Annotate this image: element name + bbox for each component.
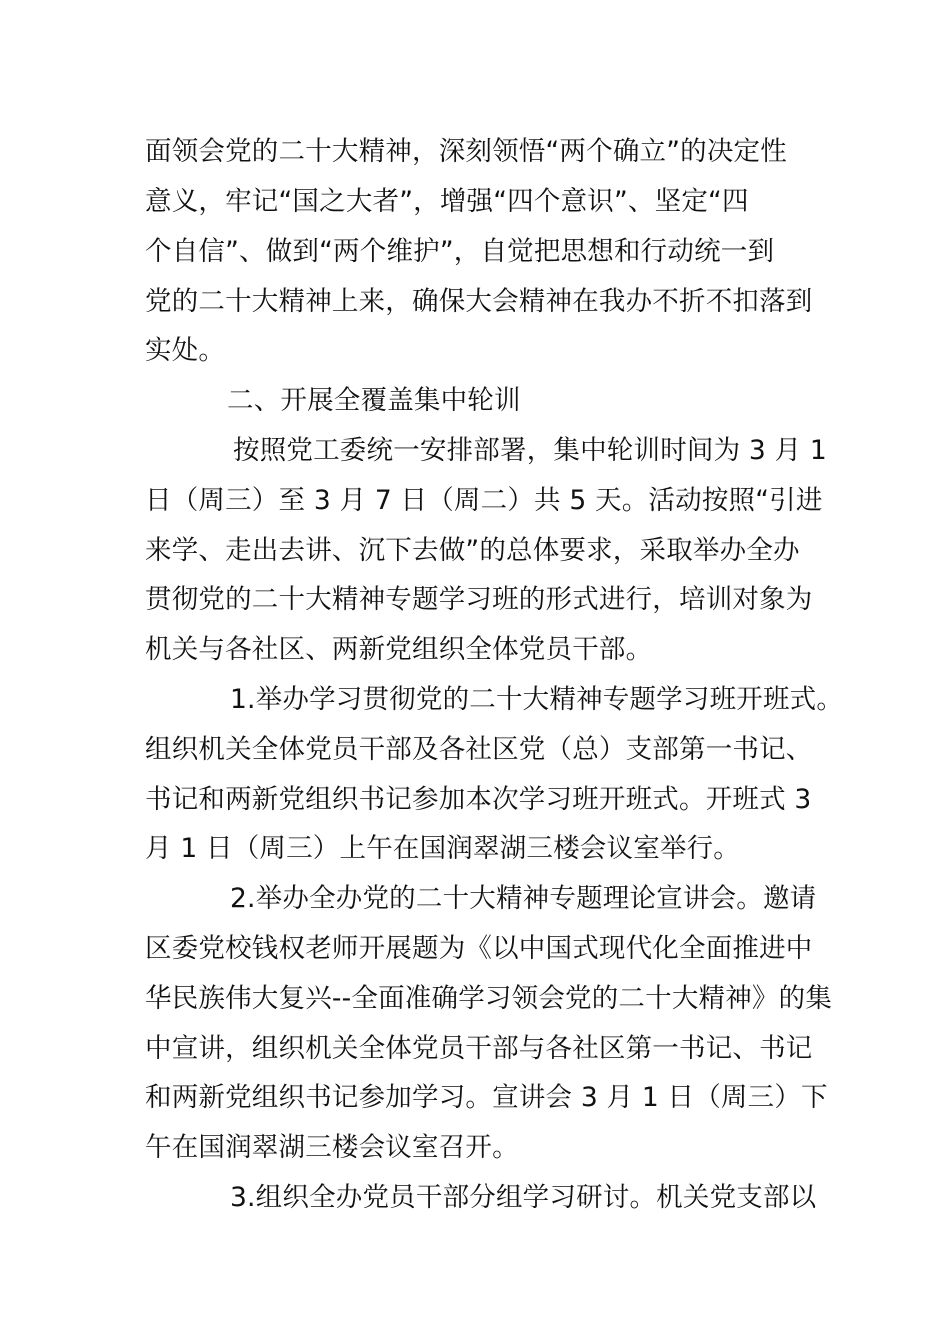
paragraph-line: 华民族伟大复兴--全面准确学习领会党的二十大精神》的集	[145, 983, 833, 1014]
paragraph-line: 区委党校钱权老师开展题为《以中国式现代化全面推进中	[145, 933, 813, 964]
paragraph-line: 个自信”、做到“两个维护”，自觉把思想和行动统一到	[145, 236, 775, 267]
paragraph-line: 组织机关全体党员干部及各社区党（总）支部第一书记、	[145, 734, 813, 765]
paragraph-line: 机关与各社区、两新党组织全体党员干部。	[145, 634, 653, 665]
paragraph-line: 月 1 日（周三）上午在国润翠湖三楼会议室举行。	[145, 833, 741, 864]
paragraph-line: 和两新党组织书记参加学习。宣讲会 3 月 1 日（周三）下	[145, 1082, 828, 1113]
paragraph-line: 书记和两新党组织书记参加本次学习班开班式。开班式 3	[145, 784, 812, 815]
list-item-heading: 2.举办全办党的二十大精神专题理论宣讲会。邀请	[230, 883, 817, 914]
paragraph-line: 日（周三）至 3 月 7 日（周二）共 5 天。活动按照“引进	[145, 485, 823, 516]
paragraph-line: 实处。	[145, 335, 226, 366]
paragraph-line: 午在国润翠湖三楼会议室召开。	[145, 1132, 519, 1163]
paragraph-line: 面领会党的二十大精神，深刻领悟“两个确立”的决定性	[145, 136, 787, 167]
paragraph-line: 中宣讲，组织机关全体党员干部与各社区第一书记、书记	[145, 1033, 813, 1064]
paragraph-line: 贯彻党的二十大精神专题学习班的形式进行，培训对象为	[145, 584, 813, 615]
paragraph-line: 按照党工委统一安排部署，集中轮训时间为 3 月 1	[233, 435, 827, 466]
list-item-heading: 3.组织全办党员干部分组学习研讨。机关党支部以	[230, 1182, 817, 1213]
paragraph-line: 党的二十大精神上来，确保大会精神在我办不折不扣落到	[145, 286, 813, 317]
paragraph-line: 意义，牢记“国之大者”，增强“四个意识”、坚定“四	[145, 186, 749, 217]
list-item-heading: 1.举办学习贯彻党的二十大精神专题学习班开班式。	[230, 684, 844, 715]
section-heading: 二、开展全覆盖集中轮训	[227, 385, 521, 416]
paragraph-line: 来学、走出去讲、沉下去做”的总体要求，采取举办全办	[145, 535, 800, 566]
